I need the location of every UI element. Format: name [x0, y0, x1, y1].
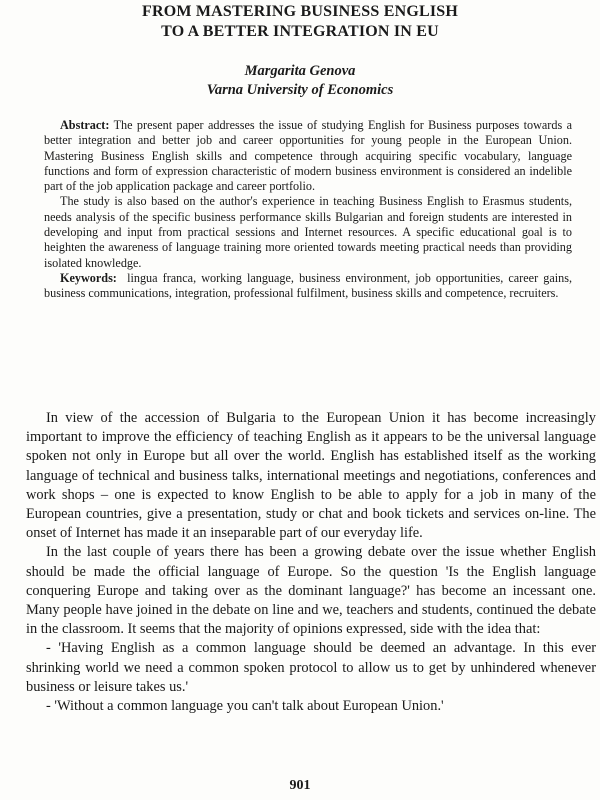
paper-title-line-1: FROM MASTERING BUSINESS ENGLISH [141, 3, 459, 20]
abstract-text-1: The present paper addresses the issue of studying English for Business purposes towards a better integration and better job and career opportunities for young people in the European Union. Mastering Business English skills and competence through acquiring specific vocabulary, language functions and form of expression characteristic of modern business environment is considered an indelible part of the job application package and career portfolio. [44, 118, 572, 194]
page-number: 901 [289, 778, 311, 793]
author-name: Margarita Genova [244, 63, 356, 79]
body-paragraph-1: In view of the accession of Bulgaria to the European Union it has become increasingly important to improve the efficiency of teaching English as it appears to be the universal language spoken not only in Europe but all over the world. English has established itself as the working language of technical and business talks, international meetings and negotiations, conferences and work shops – one is expected to know English to be able to apply for a job in many of the European countries, give a presentation, study or chat and book tickets and services on-line. The onset of Internet has made it an inseparable part of our everyday life. [26, 410, 596, 542]
keywords-text: lingua franca, working language, business environment, job opportunities, career gains, business communications, integration, professional fulfilment, business skills and competence, recruiters. [44, 270, 572, 301]
abstract-paragraph-1 [44, 118, 572, 194]
quote-1: - 'Having English as a common language should be deemed an advantage. In this ever shrinking world we need a common spoken protocol to allow us to get by unhindered whenever business or leisure takes us.' [26, 640, 596, 695]
quote-2: - 'Without a common language you can't talk about European Union.' [46, 698, 444, 715]
abstract-section [44, 118, 572, 302]
keywords-paragraph [44, 271, 572, 302]
author-affiliation: Varna University of Economics [206, 82, 394, 98]
abstract-label: Abstract: [60, 118, 110, 132]
keywords-label: Keywords: [60, 270, 117, 285]
body-section [26, 409, 596, 716]
body-paragraph-2: In the last couple of years there has been a growing debate over the issue whether English should be made the official language of Europe. So the question 'Is the English language conquering Europe and taking over as the dominant language?' has become an incessant one. Many people have joined in the debate on line and we, teachers and students, continued the debate in the classroom. It seems that the majority of opinions expressed, side with the idea that: [26, 544, 596, 638]
paper-title-line-2: TO A BETTER INTEGRATION IN EU [161, 23, 439, 40]
abstract-paragraph-2: The study is also based on the author's experience in teaching Business English to Erasmus students, needs analysis of the specific business performance skills Bulgarian and foreign students are interested in developing and input from practical sessions and Internet resources. A specific educational goal is to heighten the awareness of language training more oriented towards meeting practical needs than providing isolated knowledge. [44, 194, 572, 270]
